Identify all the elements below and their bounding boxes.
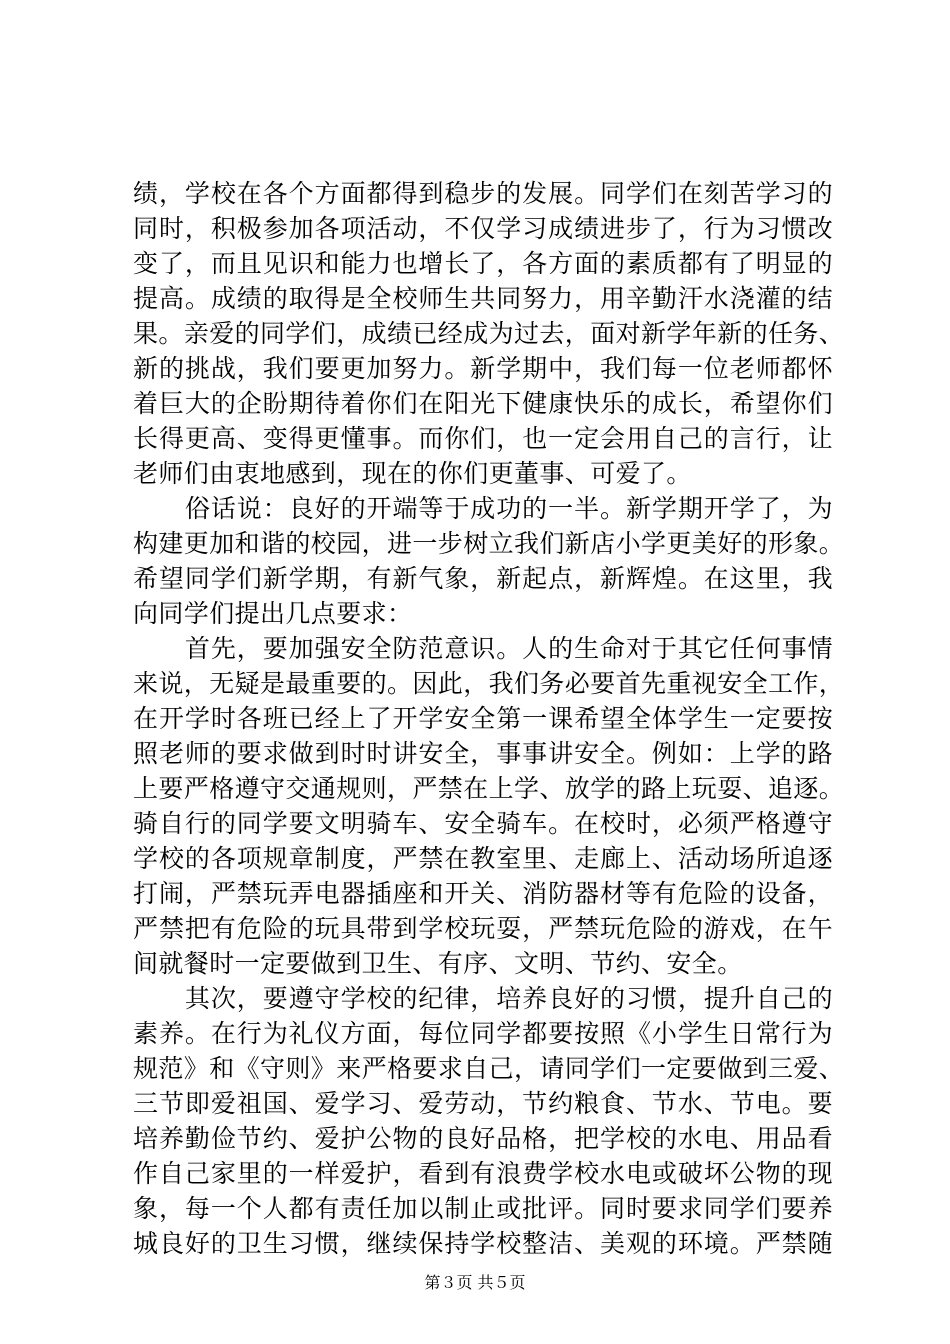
text-line: 同时，积极参加各项活动，不仅学习成绩进步了，行为习惯改 xyxy=(133,214,833,243)
page-number: 第３页 共５页 xyxy=(424,1273,526,1292)
text-line: 长得更高、变得更懂事。而你们，也一定会用自己的言行，让 xyxy=(133,424,833,453)
text-line: 学校的各项规章制度，严禁在教室里、走廊上、活动场所追逐 xyxy=(133,844,833,873)
paragraph-start-line: 首先，要加强安全防范意识。人的生命对于其它任何事情 xyxy=(133,634,833,663)
text-line: 变了，而且见识和能力也增长了，各方面的素质都有了明显的 xyxy=(133,249,833,278)
text-line: 提高。成绩的取得是全校师生共同努力，用辛勤汗水浇灌的结 xyxy=(133,284,833,313)
text-line: 间就餐时一定要做到卫生、有序、文明、节约、安全。 xyxy=(133,949,743,978)
text-line: 素养。在行为礼仪方面，每位同学都要按照《小学生日常行为 xyxy=(133,1019,833,1048)
text-line: 培养勤俭节约、爱护公物的良好品格，把学校的水电、用品看 xyxy=(133,1124,833,1153)
text-line: 规范》和《守则》来严格要求自己，请同学们一定要做到三爱、 xyxy=(133,1054,845,1083)
text-line: 绩，学校在各个方面都得到稳步的发展。同学们在刻苦学习的 xyxy=(133,179,833,208)
text-line: 来说，无疑是最重要的。因此，我们务必要首先重视安全工作， xyxy=(133,669,845,698)
text-line: 打闹，严禁玩弄电器插座和开关、消防器材等有危险的设备， xyxy=(133,879,833,908)
text-line: 严禁把有危险的玩具带到学校玩耍，严禁玩危险的游戏，在午 xyxy=(133,914,833,943)
text-line: 在开学时各班已经上了开学安全第一课希望全体学生一定要按 xyxy=(133,704,833,733)
text-line: 三节即爱祖国、爱学习、爱劳动，节约粮食、节水、节电。要 xyxy=(133,1089,833,1118)
text-line: 新的挑战，我们要更加努力。新学期中，我们每一位老师都怀 xyxy=(133,354,833,383)
text-line: 着巨大的企盼期待着你们在阳光下健康快乐的成长，希望你们 xyxy=(133,389,833,418)
text-line: 向同学们提出几点要求： xyxy=(133,599,413,628)
text-line: 果。亲爱的同学们，成绩已经成为过去，面对新学年新的任务、 xyxy=(133,319,845,348)
paragraph-start-line: 俗话说：良好的开端等于成功的一半。新学期开学了，为 xyxy=(133,494,833,523)
text-line: 象，每一个人都有责任加以制止或批评。同时要求同学们要养 xyxy=(133,1194,833,1223)
text-line: 老师们由衷地感到，现在的你们更董事、可爱了。 xyxy=(133,459,692,488)
text-line: 骑自行的同学要文明骑车、安全骑车。在校时，必须严格遵守 xyxy=(133,809,833,838)
paragraph-start-line: 其次，要遵守学校的纪律，培养良好的习惯，提升自己的 xyxy=(133,984,833,1013)
text-line: 城良好的卫生习惯，继续保持学校整洁、美观的环境。严禁随 xyxy=(133,1229,833,1258)
text-line: 上要严格遵守交通规则，严禁在上学、放学的路上玩耍、追逐。 xyxy=(133,774,845,803)
text-line: 希望同学们新学期，有新气象，新起点，新辉煌。在这里，我 xyxy=(133,564,833,593)
text-line: 作自己家里的一样爱护，看到有浪费学校水电或破坏公物的现 xyxy=(133,1159,833,1188)
text-line: 照老师的要求做到时时讲安全，事事讲安全。例如：上学的路 xyxy=(133,739,833,768)
text-line: 构建更加和谐的校园，进一步树立我们新店小学更美好的形象。 xyxy=(133,529,845,558)
